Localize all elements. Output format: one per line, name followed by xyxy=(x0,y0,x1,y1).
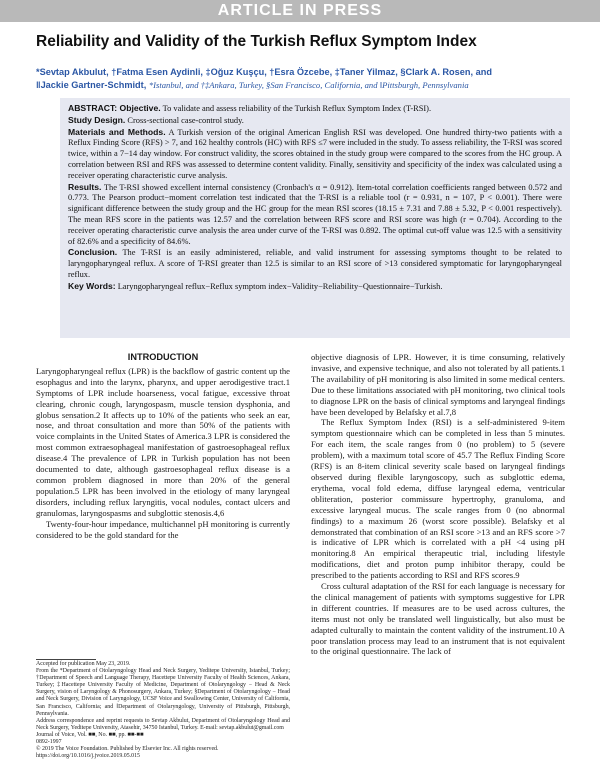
objective-text: To validate and assess reliability of the Turkish Reflux Symptom Index (T-RSI). xyxy=(162,104,432,113)
journal-info: Journal of Voice, Vol. ■■, No. ■■, pp. ■■-■■ xyxy=(36,731,144,738)
abstract-keywords xyxy=(68,281,562,293)
issn: 0892-1997 xyxy=(36,739,62,746)
copyright: © 2019 The Voice Foundation. Published by Elsevier Inc. All rights reserved. xyxy=(36,746,219,753)
conclusion-text: The T-RSI is an easily administered, reliable, and valid instrument for assessing symptoms thought to be related to laryngopharyngeal reflux. A score of T-RSI greater than 12.5 is similar to an RSI score of >13 considered symptomatic for laryngopharyngeal reflux. xyxy=(68,248,562,279)
right-paragraph-3: Cross cultural adaptation of the RSI for each language is necessary for the clinical management of patients with symptoms suggestive for LPR in different countries. If measures are to be used across cultures, the items must not only be translated well linguistically, but also must be adapted culturally to maintain the content validity of the instrument.10 A poor translation process may lead to an instrument that is not equivalent to the original questionnaire. The lack of xyxy=(311,581,565,657)
article-in-press-banner xyxy=(0,0,600,22)
right-paragraph-1: objective diagnosis of LPR. However, it is time consuming, relatively invasive, and expensive technique, and also not tolerated by all patients.1 The availability of pH monitoring is also limited in some medical centers. Due to these limitations associated with pH monitoring, two clinical tools to diagnose LPR on the basis of clinical symptoms and laryngeal findings have been developed by Belafsky et al.7,8 xyxy=(311,352,565,417)
results-label: Results. xyxy=(68,181,102,192)
affiliation-footnote: From the *Department of Otolaryngology Head and Neck Surgery, Yeditepe University, Istanbul, Turkey; †Department of Speech and Language Therapy, Hacettepe University Faculty of Health Sciences, Ankara, Turkey; ‡Hacettepe University Faculty of Medicine, Department of Otolaryngology − Head & Neck Surgery, vision of Laryngology & Phonosurgery, Ankara, Turkey; §Department of Otolaryngology − Head and Neck Surgery, Division of Laryngology, UCSF Voice and Swallowing Center, University of California, San Francisco, California; and ‖Department of Otolaryngology, University of Pittsburgh, Pittsburgh, Pennsylvania. xyxy=(36,668,290,717)
methods-text: A Turkish version of the original American English RSI was developed. One hundred thirty-two patients with a Reflux Finding Score (RFS) > 7, and 162 healthy controls (HC) with RFS ≤7 were included in the study. To assess reliability, the T-RSI was scored twice, within a 7−14 day window. For construct validity, the scores obtained in the study group were compared to the scores from the HC group. A correlation between RSI and RFS was assessed to determine content validity. Finally, sensitivity and specificity of the index was calculated using a receiver operating characteristic curve analysis. xyxy=(68,127,562,180)
doi-link[interactable]: https://doi.org/10.1016/j.jvoice.2019.05.015 xyxy=(36,753,140,760)
intro-paragraph-1: Laryngopharyngeal reflux (LPR) is the backflow of gastric content up the esophagus and into the larynx, pharynx, and upper aerodigestive tract.1 Symptoms of LPR include hoarseness, vocal fatigue, excessive throat clearing, chronic cough, laryngospasm, muscle tension dysphonia, and globus sensation.2 It affects up to 10% of the patients who seek an ear, nose, and throat consultation and more than 50% of the patients with voice complaints in the United States of America.3 LPR is considered the most common extraesophageal manifestation of gastroesophageal reflux disease.4 The prevalence of LPR in Turkish population has not been documented to date, although gastroesophageal reflux disease is a common problem diagnosed in more than 20% of the general population.5 LPR has been involved in the etiology of many laryngeal disorders, including reflux laryngitis, vocal nodules, contact ulcers and granulomas, laryngospasms and subglottic stenosis.4,6 xyxy=(36,365,290,518)
keywords-text: Laryngopharyngeal reflux−Reflux symptom index−Validity−Reliability−Questionnaire−Turkish. xyxy=(117,281,443,291)
abstract-box xyxy=(60,98,570,338)
authors-line-2 xyxy=(36,79,576,92)
design-label: Study Design. xyxy=(68,114,126,125)
authors-line-2-names: ‖Jackie Gartner-Schmidt, xyxy=(36,80,147,90)
banner-text: ARTICLE IN PRESS xyxy=(217,2,383,19)
results-text: The T-RSI showed excellent internal consistency (Cronbach's α = 0.912). Item-total correlation coefficients ranged between 0.572 and 0.773. The Pearson product−moment correlation test indicated that the T-RSI is a reliable tool (r = 0.931, n = 107, P < 0.001). There were significant difference between the study group and the HC group for the mean RSI scores (18.15 ± 7.31 and 7.88 ± 5.32, P < 0.001 respectively). The mean RFS score in the patients was 12.57 and the correlation between RFS score and RSI score was high (r = 0.704). According to the receiver operating characteristic curve analysis the area under curve of the T-RSI was 0.892. The optimal cut-off value was 12.5 with a sensitivity of 82.6% and a specificity of 84.6%. xyxy=(68,182,562,246)
methods-label: Materials and Methods. xyxy=(68,126,166,137)
footnote-divider xyxy=(36,659,96,660)
design-text: Cross-sectional case-control study. xyxy=(127,115,244,125)
intro-paragraph-2: Twenty-four-hour impedance, multichannel pH monitoring is currently considered to be the gold standard for the xyxy=(36,518,290,540)
abstract-objective xyxy=(68,103,562,115)
left-column xyxy=(36,352,290,540)
author-block xyxy=(36,66,576,92)
affiliations: *Istanbul, and †‡Ankara, Turkey, §San Francisco, California, and ‖Pittsburgh, Pennsylvania xyxy=(148,80,469,90)
authors-line-1: *Sevtap Akbulut, †Fatma Esen Aydinli, ‡Oğuz Kuşçu, †Esra Özcebe, ‡Taner Yilmaz, §Clark A. Rosen, and xyxy=(36,67,492,77)
keywords-label: Key Words: xyxy=(68,280,116,291)
objective-label: ABSTRACT: Objective. xyxy=(68,103,161,113)
conclusion-label: Conclusion. xyxy=(68,247,118,258)
accepted-date: Accepted for publication May 23, 2019. xyxy=(36,661,131,667)
correspondence-address: Address correspondence and reprint requests to Sevtap Akbulut, Department of Otolaryngology Head and Neck Surgery, Yeditepe University, Atasehir, 34750 Istanbul, Turkey. E-mail: sevtap.akbulut@gmail.com xyxy=(36,717,290,731)
right-paragraph-2: The Reflux Symptom Index (RSI) is a self-administered 9-item symptom questionnaire which can be completed in less than 5 minutes. For each item, the scale ranges from 0 (no problem) to 5 (severe problem), with a maximum total score of 45.7 The Reflux Finding Score (RFS) is an 8-item clinical severity scale based on laryngeal findings observed during flexible laryngoscopy, such as subglottic edema, erythema, vocal fold edema, diffuse laryngeal edema, ventricular obliteration, posterior commissure hypertrophy, granuloma, and excessive laryngeal mucus. The scale ranges from 0 (no abnormal findings) to a maximum 26 (worst score possible). Belafsky et al demonstrated that combination of an RSI score >13 and an RFS score >7 is indicative of LPR which is correlated with a pH <4 using pH monitoring.8 An empirical therapeutic trial, including lifestyle modifications, diet and proton pump inhibitor therapy, could be prescribed to the patients according to RSI and RFS scores.9 xyxy=(311,417,565,581)
abstract-conclusion xyxy=(68,247,562,280)
right-column xyxy=(311,352,565,657)
abstract-design xyxy=(68,115,562,127)
abstract-methods xyxy=(68,127,562,182)
abstract-results xyxy=(68,182,562,248)
paper-title: Reliability and Validity of the Turkish Reflux Symptom Index xyxy=(36,33,477,50)
footnotes xyxy=(36,661,290,760)
introduction-heading: INTRODUCTION xyxy=(127,352,199,362)
